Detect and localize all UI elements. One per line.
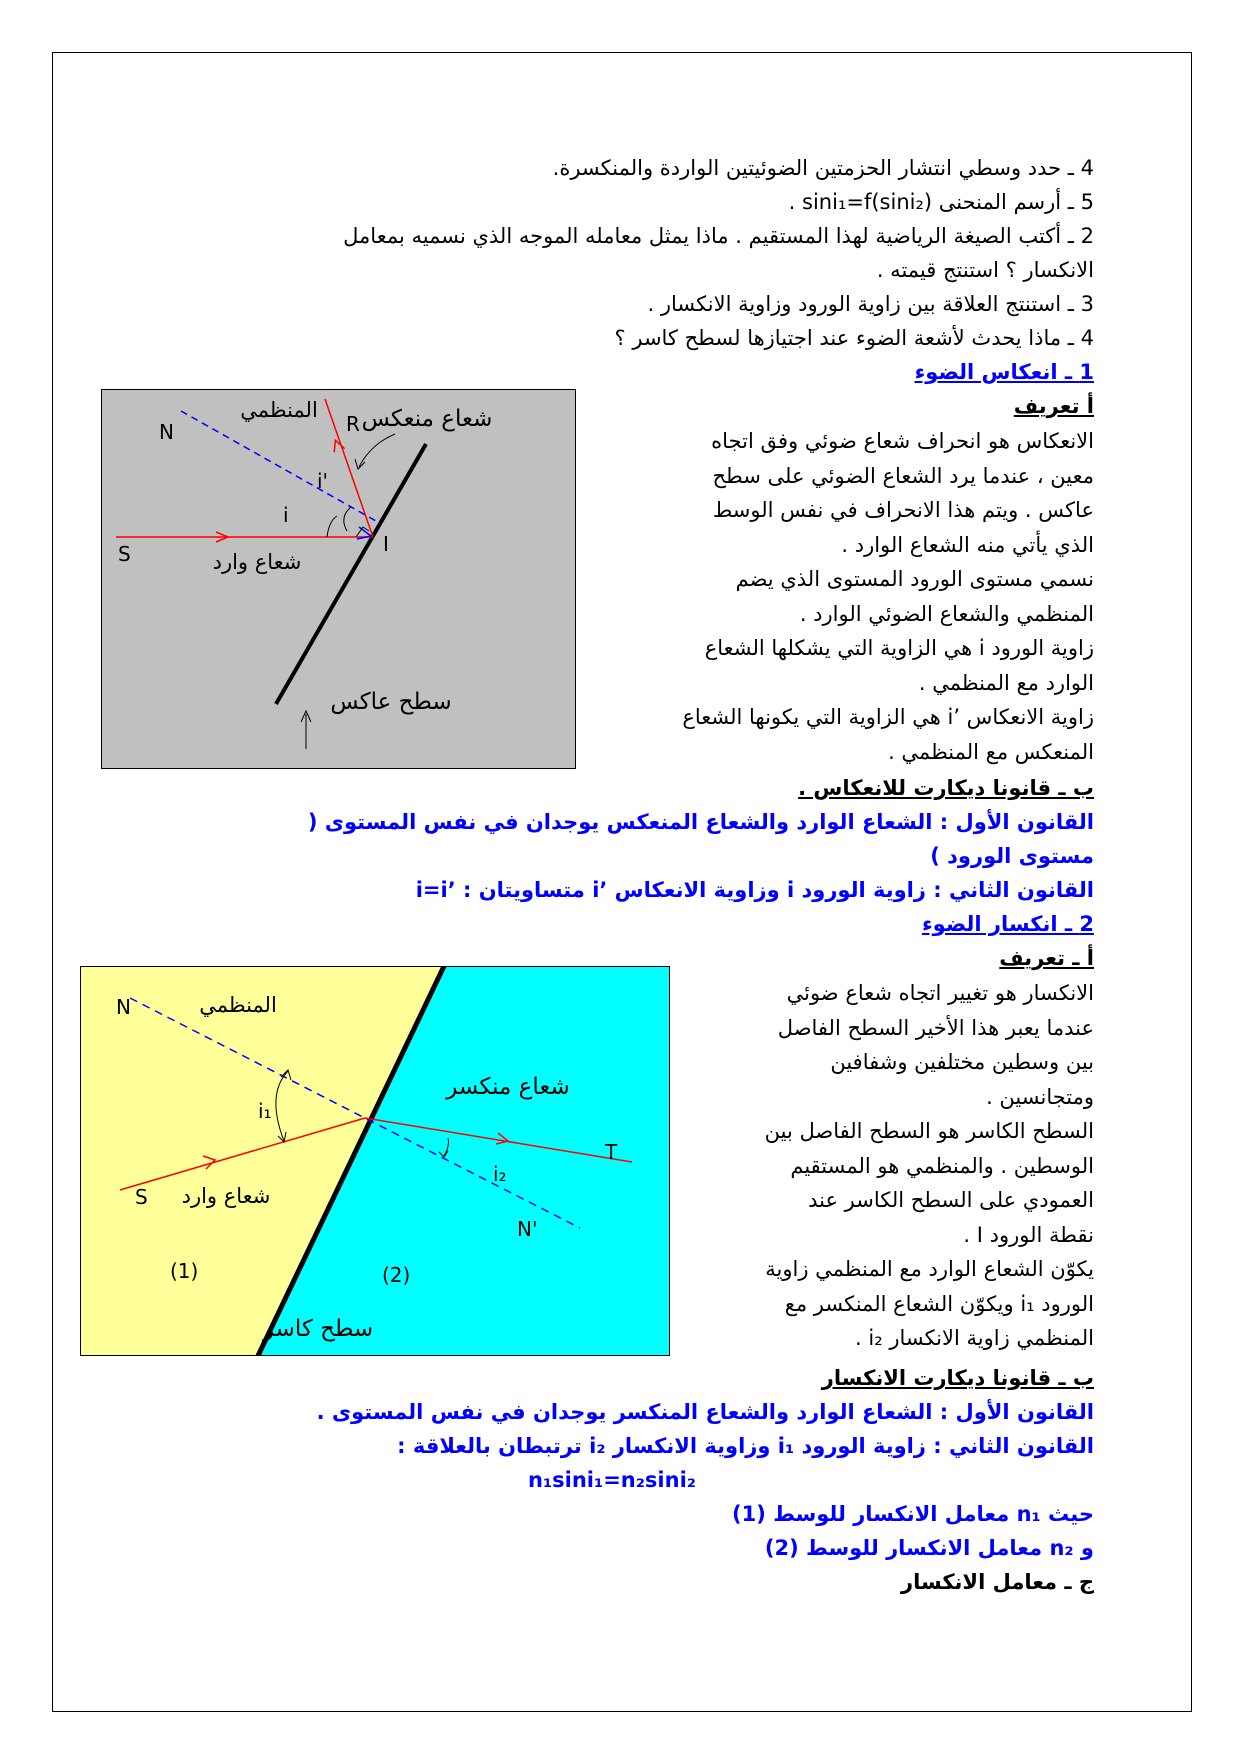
refracted-ray-label: شعاع منكسر [446,1074,570,1100]
refraction-laws-heading: ب ـ قانونا ديكارت الانكسار [821,1366,1094,1390]
question-5-suffix: . [788,190,796,214]
angle-i2-label: i₂ [493,1162,507,1186]
question-4b: 4 ـ ماذا يحدث لأشعة الضوء عند اجتيازها لسطح كاسر ؟ [614,326,1094,350]
reflection-definition [594,424,1094,769]
refractive-index-heading: ج ـ معامل الانكسار [900,1570,1094,1594]
point-n-label: N [159,420,174,444]
angle-i1-label: i₁ [258,1099,272,1123]
reflection-laws-heading: ب ـ قانونا ديكارت للانعكاس . [798,776,1094,800]
reflection-law2: القانون الثاني : زاوية الورود i وزاوية الانعكاس ’i متساويتان : ’i=i [415,878,1094,902]
refraction-def-line: يكوّن الشعاع الوارد مع المنظمي زاوية [765,1257,1094,1281]
refraction-definition [674,976,1094,1356]
reflection-diagram [101,389,576,769]
refraction-law2: القانون الثاني : زاوية الورود i₁ وزاوية الانكسار i₂ ترتبطان بالعلاقة : [397,1434,1094,1458]
refraction-def-line: عندما يعبر هذا الأخير السطح الفاصل [777,1015,1094,1040]
refraction-def-line: العمودي على السطح الكاسر عند [808,1188,1094,1212]
point-i-label: I [383,532,389,556]
question-5 [789,186,1094,218]
refraction-law1: القانون الأول : الشعاع الوارد والشعاع المنكسر يوجدان في نفس المستوى . [316,1400,1094,1424]
reflection-def-line: المنظمي والشعاع الضوئي الوارد . [799,601,1094,626]
refraction-def-line: الورود i₁ ويكوّن الشعاع المنكسر مع [784,1291,1094,1316]
reflection-def-line: نسمي مستوى الورود المستوى الذي يضم [735,567,1094,591]
reflection-law1-line2: مستوى الورود ) [930,844,1094,868]
surface-label: سطح عاكس [330,689,452,715]
medium-1-label: (1) [170,1259,199,1283]
point-t-label: T [605,1140,618,1164]
point-n-label: N [116,995,131,1019]
refraction-def-line: المنظمي زاوية الانكسار i₂ . [855,1326,1094,1350]
refraction-def-line: السطح الكاسر هو السطح الفاصل بين [764,1119,1094,1143]
reflection-def-line: الذي يأتي منه الشعاع الوارد . [841,532,1094,557]
reflection-def-line: عاكس . ويتم هذا الانحراف في نفس الوسط [712,498,1094,522]
refraction-def-line: الوسطين . والمنظمي هو المستقيم [790,1153,1094,1178]
reflection-heading: 1 ـ انعكاس الضوء [914,360,1094,384]
angle-i-label: i [283,503,289,527]
surface-label: سطح كاسر [262,1316,374,1342]
refraction-heading: 2 ـ انكسار الضوء [921,912,1094,936]
refraction-where-n2: و n₂ معامل الانكسار للوسط (2) [764,1536,1094,1560]
normal-label: المنظمي [240,398,318,422]
reflected-ray-label: شعاع منعكس [361,406,493,432]
reflection-def-line: زاوية الانعكاس ’i هي الزاوية التي يكونها الشعاع [682,705,1094,729]
incident-ray-label: شعاع وارد [212,550,302,574]
refraction-def-line: بين وسطين مختلفين وشفافين [830,1050,1094,1074]
reflection-definition-heading: أ تعريف [1013,394,1094,418]
medium-2-label: (2) [382,1263,411,1287]
refraction-definition-heading: أ ـ تعريف [999,946,1094,970]
refraction-formula: n₁sini₁=n₂sini₂ [528,1468,696,1492]
question-3: 3 ـ استنتج العلاقة بين زاوية الورود وزاوية الانكسار . [647,292,1094,316]
question-4a: 4 ـ حدد وسطي انتشار الحزمتين الضوئيتين الواردة والمنكسرة. [552,156,1094,180]
question-2-line1: 2 ـ أكتب الصيغة الرياضية لهذا المستقيم . ماذا يمثل معامله الموجه الذي نسميه بمعامل [343,224,1094,248]
point-r-label: R [346,412,360,436]
reflection-def-line: الوارد مع المنظمي . [918,670,1094,695]
refraction-def-line: ومتجانسين . [986,1084,1094,1109]
point-s-label: S [135,1185,148,1209]
reflection-law1-line1: القانون الأول : الشعاع الوارد والشعاع المنعكس يوجدان في نفس المستوى ( [307,810,1094,834]
reflection-def-line: المنعكس مع المنظمي . [888,739,1094,764]
question-5-prefix: 5 ـ أرسم المنحنى [938,190,1094,214]
reflection-def-line: الانعكاس هو انحراف شعاع ضوئي وفق اتجاه [711,429,1094,453]
normal-label: المنظمي [199,993,277,1017]
question-2-line2: الانكسار ؟ استنتج قيمته . [876,258,1094,282]
reflection-def-line: زاوية الورود i هي الزاوية التي يشكلها الشعاع [704,636,1094,660]
refraction-where-n1: حيث n₁ معامل الانكسار للوسط (1) [731,1502,1094,1526]
refraction-def-line: نقطة الورود I . [963,1222,1094,1247]
angle-i-prime-label: i' [317,469,329,493]
refraction-diagram [80,966,670,1356]
refraction-def-line: الانكسار هو تغيير اتجاه شعاع ضوئي [786,981,1094,1005]
reflection-def-line: معين ، عندما يرد الشعاع الضوئي على سطح [712,463,1094,488]
incident-ray-label: شعاع وارد [181,1184,271,1208]
question-5-formula: sini₁=f(sini₂) [802,190,933,214]
point-s-label: S [118,542,131,566]
point-n-prime-label: N' [517,1217,538,1241]
